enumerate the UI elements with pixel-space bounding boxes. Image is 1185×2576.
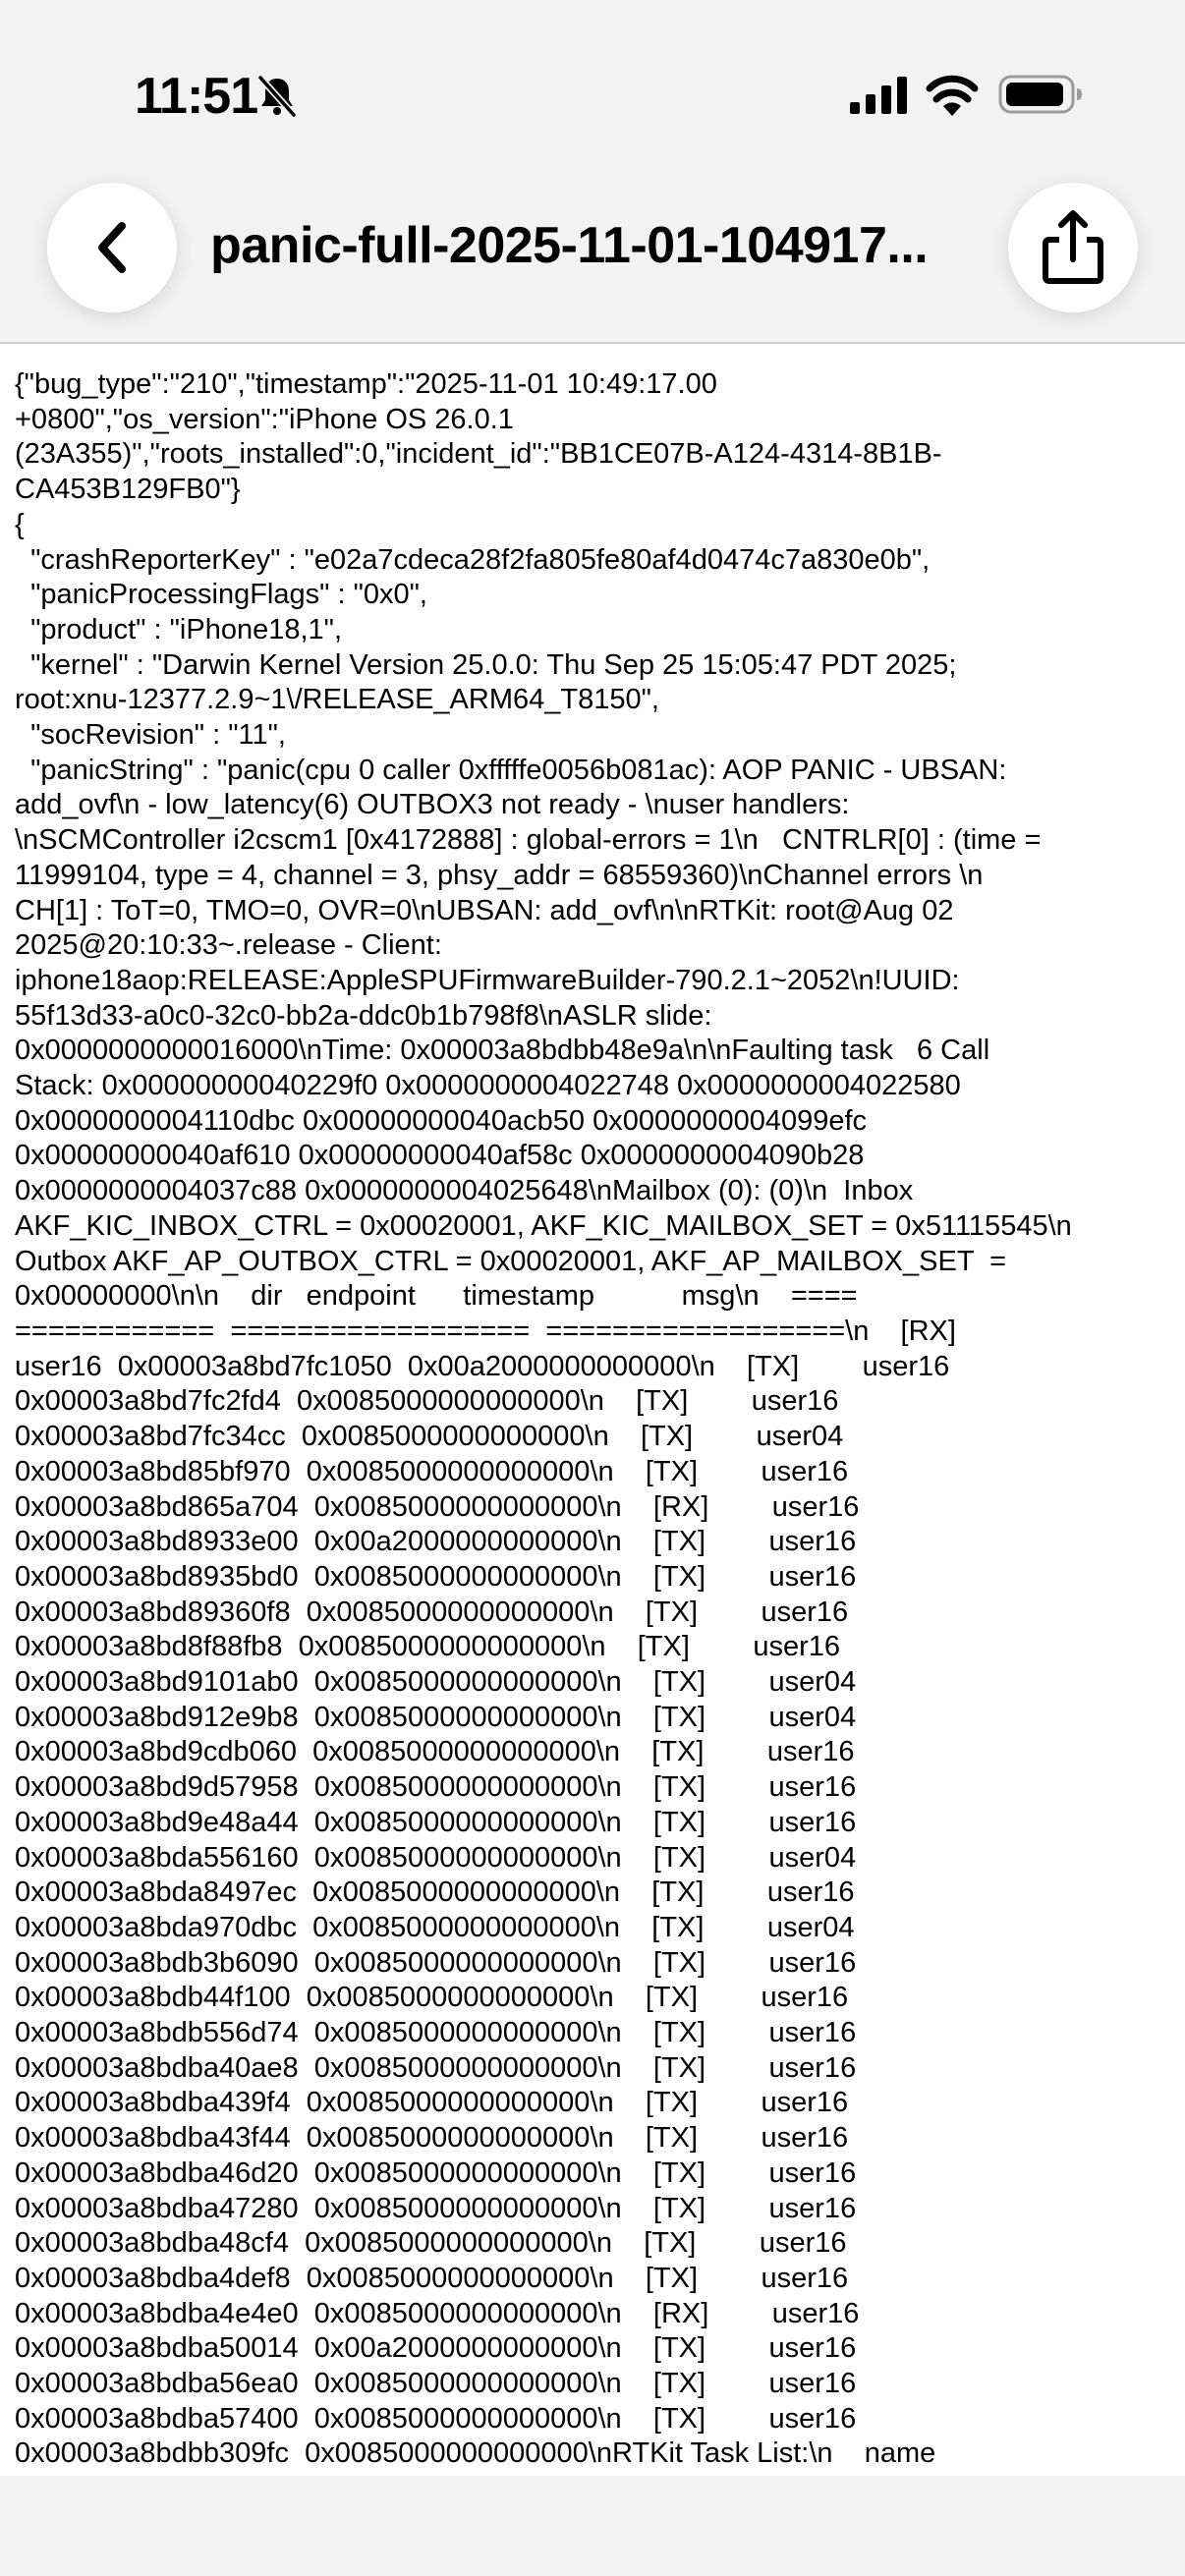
- log-line: ============ ================== ==================\n [RX]: [15, 1315, 956, 1347]
- log-line: 0x00000000040af610 0x00000000040af58c 0x0000000004090b28: [15, 1140, 865, 1172]
- log-line: 0x00003a8bdba40ae8 0x0085000000000000\n [TX] user16: [15, 2051, 857, 2084]
- log-line: 0x00003a8bd85bf970 0x0085000000000000\n [TX] user16: [15, 1455, 849, 1487]
- log-line: Stack: 0x00000000040229f0 0x0000000004022748 0x0000000004022580: [15, 1070, 961, 1102]
- log-line: "socRevision" : "11",: [15, 719, 286, 752]
- chevron-left-icon: [47, 183, 177, 312]
- log-line: 0x00003a8bdbb309fc 0x0085000000000000\nRTKit Task List:\n name: [15, 2437, 936, 2470]
- log-line: 0x00003a8bdba48cf4 0x0085000000000000\n [TX] user16: [15, 2227, 847, 2260]
- log-line: 0x00003a8bd89360f8 0x0085000000000000\n [TX] user16: [15, 1596, 849, 1628]
- share-icon: [1008, 183, 1138, 312]
- cellular-signal-icon: [850, 77, 909, 114]
- log-line: 0x00003a8bd865a704 0x0085000000000000\n [RX] user16: [15, 1490, 860, 1523]
- log-line: 0x0000000000016000\nTime: 0x00003a8bdbb48e9a\n\nFaulting task 6 Call: [15, 1035, 990, 1067]
- log-line: 0x00003a8bd9cdb060 0x0085000000000000\n [TX] user16: [15, 1736, 855, 1768]
- log-line: {: [15, 508, 25, 540]
- log-line: user16 0x00003a8bd7fc1050 0x00a2000000000000\n [TX] user16: [15, 1350, 950, 1382]
- log-line: CH[1] : ToT=0, TMO=0, OVR=0\nUBSAN: add_ovf\n\nRTKit: root@Aug 02: [15, 894, 954, 926]
- log-line: "crashReporterKey" : "e02a7cdeca28f2fa805fe80af4d0474c7a830e0b",: [15, 543, 931, 576]
- log-line: 0x00003a8bdba47280 0x0085000000000000\n [TX] user16: [15, 2192, 857, 2224]
- log-line: 0x00003a8bd7fc2fd4 0x0085000000000000\n [TX] user16: [15, 1385, 839, 1418]
- log-line: 0x00003a8bd7fc34cc 0x0085000000000000\n [TX] user04: [15, 1421, 844, 1453]
- log-line: 0x00003a8bda970dbc 0x0085000000000000\n [TX] user04: [15, 1911, 855, 1943]
- log-line: "product" : "iPhone18,1",: [15, 613, 343, 645]
- log-line: 0x00003a8bdba439f4 0x0085000000000000\n [TX] user16: [15, 2087, 849, 2119]
- log-line: 0x00003a8bdba57400 0x0085000000000000\n [TX] user16: [15, 2402, 857, 2435]
- log-line: 0x00003a8bdba46d20 0x0085000000000000\n [TX] user16: [15, 2156, 857, 2189]
- panic-log-text: [0, 344, 1185, 2472]
- log-line: \nSCMController i2cscm1 [0x4172888] : global-errors = 1\n CNTRLR[0] : (time =: [15, 824, 1042, 857]
- log-content[interactable]: [0, 344, 1185, 2476]
- log-line: 0x00003a8bd912e9b8 0x0085000000000000\n [TX] user04: [15, 1701, 857, 1733]
- log-line: 0x00003a8bd9d57958 0x0085000000000000\n [TX] user16: [15, 1771, 857, 1804]
- status-bar: [0, 0, 1185, 167]
- log-line: 0x00003a8bda556160 0x0085000000000000\n [TX] user04: [15, 1841, 857, 1874]
- log-line: AKF_KIC_INBOX_CTRL = 0x00020001, AKF_KIC_MAILBOX_SET = 0x51115545\n: [15, 1209, 1072, 1242]
- navigation-bar: [0, 167, 1185, 344]
- log-line: 0x00003a8bd9101ab0 0x0085000000000000\n [TX] user04: [15, 1666, 857, 1699]
- log-line: "panicString" : "panic(cpu 0 caller 0xfffffe0056b081ac): AOP PANIC - UBSAN:: [15, 754, 1007, 786]
- log-line: 0x00003a8bdb556d74 0x0085000000000000\n [TX] user16: [15, 2017, 857, 2049]
- log-line: 11999104, type = 4, channel = 3, phsy_addr = 68559360)\nChannel errors \n: [15, 859, 984, 891]
- wifi-icon: [926, 73, 979, 116]
- log-line: 0x0000000004037c88 0x0000000004025648\nMailbox (0): (0)\n Inbox: [15, 1175, 914, 1207]
- log-line: 0x00003a8bdba50014 0x00a2000000000000\n [TX] user16: [15, 2332, 857, 2365]
- log-line: 55f13d33-a0c0-32c0-bb2a-ddc0b1b798f8\nASLR slide:: [15, 999, 712, 1032]
- bottom-area: [0, 2476, 1185, 2576]
- log-line: 0x00003a8bdb44f100 0x0085000000000000\n [TX] user16: [15, 1982, 849, 2014]
- log-line: 0x00000000\n\n dir endpoint timestamp msg\n ====: [15, 1280, 858, 1313]
- log-line: Outbox AKF_AP_OUTBOX_CTRL = 0x00020001, AKF_AP_MAILBOX_SET =: [15, 1245, 1007, 1277]
- page-title: panic-full-2025-11-01-104917...: [210, 217, 929, 274]
- back-button[interactable]: [47, 183, 177, 312]
- log-line: 0x00003a8bdba4e4e0 0x0085000000000000\n [RX] user16: [15, 2297, 860, 2329]
- log-line: 0x00003a8bd9e48a44 0x0085000000000000\n [TX] user16: [15, 1806, 857, 1838]
- log-line: 0x00003a8bdba43f44 0x0085000000000000\n [TX] user16: [15, 2122, 849, 2155]
- log-line: {"bug_type":"210","timestamp":"2025-11-01 10:49:17.00: [15, 368, 717, 400]
- log-line: "kernel" : "Darwin Kernel Version 25.0.0: Thu Sep 25 15:05:47 PDT 2025;: [15, 648, 957, 681]
- share-button[interactable]: [1008, 183, 1138, 312]
- log-line: 2025@20:10:33~.release - Client:: [15, 929, 442, 962]
- log-line: 0x00003a8bdba56ea0 0x0085000000000000\n [TX] user16: [15, 2368, 857, 2400]
- log-line: 0x00003a8bdb3b6090 0x0085000000000000\n [TX] user16: [15, 1946, 857, 1979]
- log-line: 0x0000000004110dbc 0x00000000040acb50 0x0000000004099efc: [15, 1104, 868, 1137]
- log-line: 0x00003a8bdba4def8 0x0085000000000000\n [TX] user16: [15, 2262, 849, 2294]
- status-time: 11:51: [135, 68, 258, 125]
- log-line: CA453B129FB0"}: [15, 474, 241, 506]
- log-line: add_ovf\n - low_latency(6) OUTBOX3 not ready - \nuser handlers:: [15, 789, 850, 821]
- log-line: 0x00003a8bd8935bd0 0x0085000000000000\n [TX] user16: [15, 1560, 857, 1593]
- log-line: root:xnu-12377.2.9~1\/RELEASE_ARM64_T8150",: [15, 684, 659, 716]
- log-line: iphone18aop:RELEASE:AppleSPUFirmwareBuilder-790.2.1~2052\n!UUID:: [15, 964, 960, 996]
- log-line: 0x00003a8bd8f88fb8 0x0085000000000000\n [TX] user16: [15, 1631, 841, 1663]
- log-line: +0800","os_version":"iPhone OS 26.0.1: [15, 403, 514, 435]
- battery-icon: [998, 75, 1083, 114]
- log-line: 0x00003a8bd8933e00 0x00a2000000000000\n [TX] user16: [15, 1526, 857, 1558]
- log-line: (23A355)","roots_installed":0,"incident_id":"BB1CE07B-A124-4314-8B1B-: [15, 438, 942, 471]
- log-line: "panicProcessingFlags" : "0x0",: [15, 579, 427, 611]
- log-line: 0x00003a8bda8497ec 0x0085000000000000\n [TX] user16: [15, 1876, 855, 1909]
- bell-slash-icon: [254, 73, 301, 120]
